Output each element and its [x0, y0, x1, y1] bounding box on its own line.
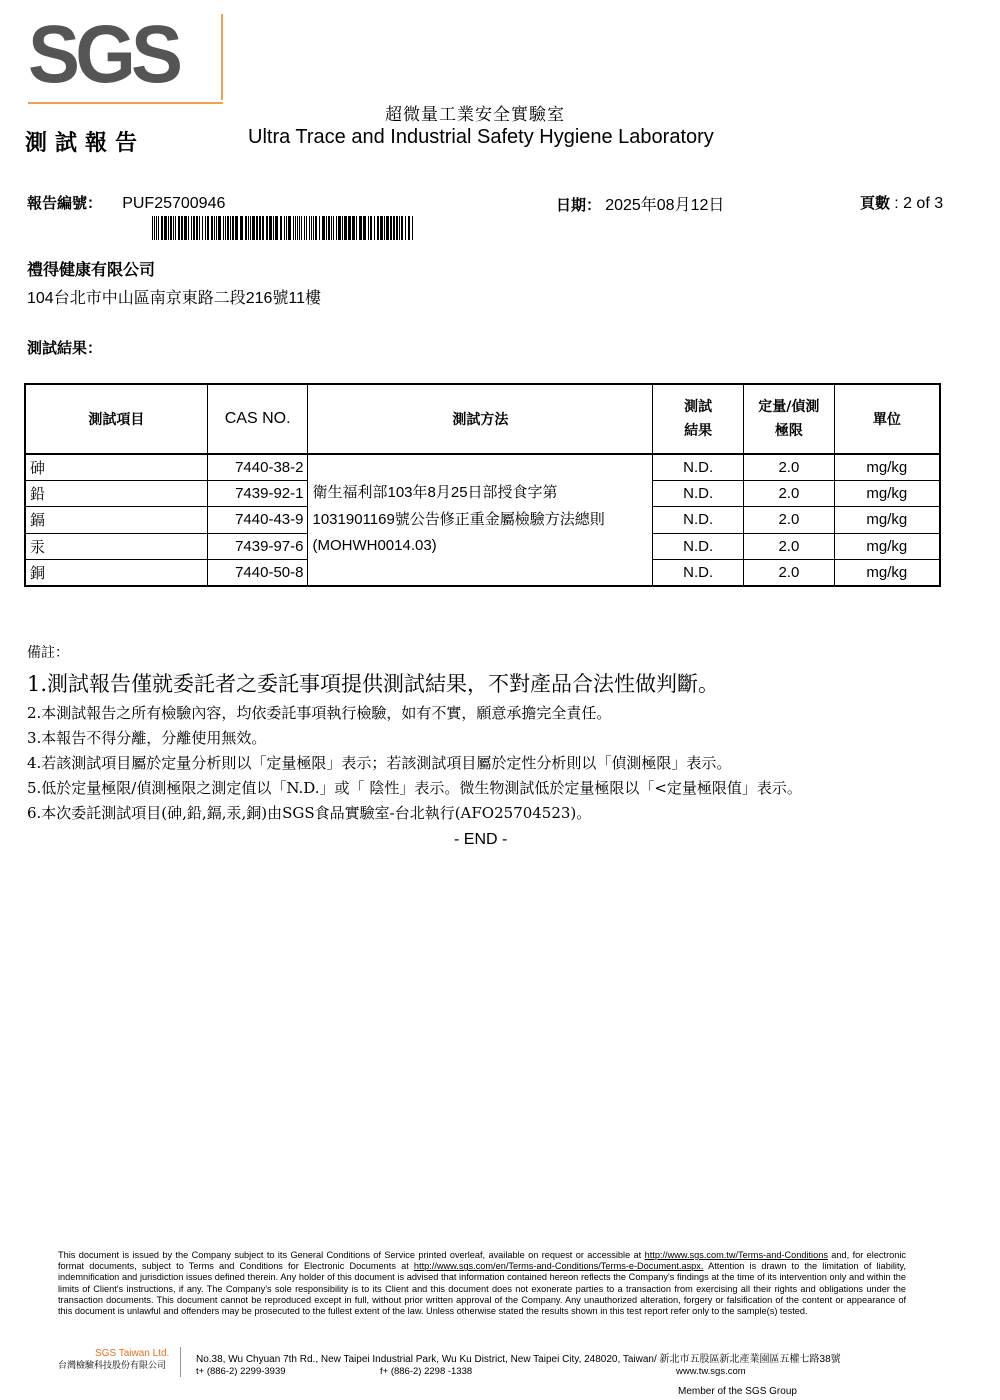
row-limit: 2.0	[744, 533, 835, 559]
barcode-bar	[156, 216, 157, 240]
barcode-bar	[336, 216, 337, 240]
row-cas: 7439-92-1	[207, 480, 308, 506]
barcode-bar	[348, 216, 351, 240]
row-unit: mg/kg	[834, 560, 940, 586]
table-header-row	[25, 384, 940, 454]
barcode-bar	[412, 216, 413, 240]
barcode-bar	[405, 216, 406, 240]
row-result: N.D.	[653, 507, 744, 533]
barcode-bar	[214, 216, 215, 240]
notes-list	[27, 667, 802, 826]
row-limit: 2.0	[744, 560, 835, 586]
footer-divider	[180, 1347, 181, 1377]
barcode-bar	[309, 216, 310, 240]
header-unit: 單位	[834, 384, 940, 454]
method-line: 衛生福利部103年8月25日部授食字第	[312, 484, 558, 502]
barcode-bar	[199, 216, 200, 240]
barcode-bar	[297, 216, 298, 240]
client-address: 104台北市中山區南京東路二段216號11樓	[27, 290, 322, 307]
barcode-bar	[191, 216, 192, 240]
header-result-line1: 測試	[684, 399, 713, 415]
barcode-bar	[401, 216, 403, 240]
row-unit: mg/kg	[834, 480, 940, 506]
row-result: N.D.	[653, 480, 744, 506]
barcode-bar	[326, 216, 327, 240]
barcode-bar	[225, 216, 226, 240]
barcode-bar	[390, 216, 392, 240]
sgs-logo	[28, 9, 228, 100]
barcode-bar	[275, 216, 278, 240]
barcode-bar	[396, 216, 398, 240]
barcode-bar	[170, 216, 172, 240]
e-document-terms-link[interactable]: http://www.sgs.com/en/Terms-and-Conditions/Terms-e-Document.aspx.	[413, 1261, 704, 1272]
barcode-bar	[368, 216, 369, 240]
barcode-bar	[380, 216, 383, 240]
barcode-bar	[184, 216, 187, 240]
row-item: 鉛	[25, 480, 207, 506]
footer-company-en: SGS Taiwan Ltd.	[95, 1348, 170, 1359]
report-number-value: PUF25700946	[122, 195, 226, 212]
page-count	[860, 192, 943, 213]
barcode-bar	[262, 216, 264, 240]
barcode-bar	[154, 216, 155, 240]
barcode-bar	[232, 216, 234, 240]
header-cas: CAS NO.	[207, 384, 308, 454]
lab-name-zh: 超微量工業安全實驗室	[385, 105, 565, 125]
terms-text: and, for electronic format documents, subject to Terms and Conditions for Electronic Documents at	[58, 1250, 906, 1272]
barcode-bar	[250, 216, 251, 240]
header-limit	[744, 384, 835, 454]
header-limit-line1: 定量/偵測	[758, 399, 820, 415]
barcode-bar	[384, 216, 385, 240]
row-limit: 2.0	[744, 480, 835, 506]
results-label: 測試結果：	[27, 339, 103, 357]
barcode-bar	[173, 216, 174, 240]
barcode-bar	[269, 216, 272, 240]
report-date	[556, 192, 724, 215]
footer-member: Member of the SGS Group	[678, 1386, 797, 1397]
row-unit: mg/kg	[834, 454, 940, 480]
logo-accent-horizontal	[28, 102, 223, 104]
header-result	[653, 384, 744, 454]
barcode-bar	[248, 216, 249, 240]
note-item: 2.本測試報告之所有檢驗內容，均依委託事項執行檢驗，如有不實，願意承擔完全責任。	[27, 704, 612, 722]
barcode-bar	[306, 216, 307, 240]
barcode-bar	[164, 216, 167, 240]
barcode-bar	[393, 216, 395, 240]
logo-accent-vertical	[221, 14, 223, 100]
barcode-bar	[218, 216, 221, 240]
client-name: 禮得健康有限公司	[27, 262, 156, 279]
barcode-bar	[370, 216, 372, 240]
barcode-bar	[313, 216, 314, 240]
barcode-bar	[256, 216, 258, 240]
barcode-bar	[211, 216, 213, 240]
row-item: 砷	[25, 454, 207, 480]
row-limit: 2.0	[744, 507, 835, 533]
lab-name-en: Ultra Trace and Industrial Safety Hygiene Laboratory	[248, 126, 714, 148]
footer-company-zh: 台灣檢驗科技股份有限公司	[58, 1361, 167, 1371]
table-row	[25, 454, 940, 480]
page-count-label: 頁數	[860, 194, 891, 212]
barcode-bar	[216, 216, 217, 240]
footer-terms	[58, 1250, 906, 1317]
barcode-bar	[315, 216, 317, 240]
report-number-label: 報告編號：	[27, 194, 103, 212]
logo-text: SGS	[28, 9, 179, 100]
method-cell	[308, 454, 653, 586]
barcode-bar	[408, 216, 410, 240]
barcode-bar	[178, 216, 180, 240]
barcode-bar	[235, 216, 238, 240]
footer-website[interactable]: www.tw.sgs.com	[676, 1366, 746, 1377]
method-line: (MOHWH0014.03)	[312, 537, 437, 555]
barcode-bar	[193, 216, 195, 240]
header-method: 測試方法	[308, 384, 653, 454]
row-result: N.D.	[653, 454, 744, 480]
row-unit: mg/kg	[834, 533, 940, 559]
barcode-bar	[374, 216, 375, 240]
row-cas: 7439-97-6	[207, 533, 308, 559]
barcode-bar	[207, 216, 209, 240]
row-unit: mg/kg	[834, 507, 940, 533]
barcode-bar	[266, 216, 268, 240]
barcode-bar	[152, 216, 153, 240]
barcode-bar	[322, 216, 325, 240]
barcode-bar	[333, 216, 334, 240]
end-mark: - END -	[454, 831, 508, 848]
report-date-value: 2025年08月12日	[605, 197, 725, 214]
barcode-bar	[399, 216, 400, 240]
note-item: 4.若該測試項目屬於定量分析則以「定量極限」表示；若該測試項目屬於定性分析則以「偵測極限」表示。	[27, 754, 732, 772]
footer-fax: f+ (886-2) 2298 -1338	[380, 1366, 473, 1377]
barcode-bar	[240, 216, 243, 240]
header-limit-line2: 極限	[774, 423, 803, 439]
barcode-bar	[227, 216, 229, 240]
barcode-bar	[196, 216, 198, 240]
barcode-bar	[205, 216, 206, 240]
page-count-value: : 2 of 3	[894, 195, 944, 212]
barcode-bar	[319, 216, 320, 240]
barcode-bar	[386, 216, 389, 240]
barcode-bar	[284, 216, 285, 240]
barcode-bar	[161, 216, 163, 240]
note-item: 5.低於定量極限/偵測極限之測定值以「N.D.」或「 陰性」表示。微生物測試低於定量極限以「<定量極限值」表示。	[27, 779, 802, 797]
row-item: 銅	[25, 560, 207, 586]
row-result: N.D.	[653, 533, 744, 559]
barcode-bar	[328, 216, 330, 240]
barcode-bar	[245, 216, 247, 240]
note-item: 6.本次委託測試項目(砷,鉛,鎘,汞,銅)由SGS食品實驗室-台北執行(AFO25704523)。	[27, 804, 592, 822]
barcode-bar	[181, 216, 183, 240]
report-title: 測試報告	[25, 130, 146, 156]
barcode-bar	[304, 216, 305, 240]
barcode-bar	[188, 216, 189, 240]
barcode-bar	[280, 216, 282, 240]
barcode-bar	[344, 216, 347, 240]
row-item: 汞	[25, 533, 207, 559]
terms-text: This document is issued by the Company subject to its General Conditions of Service printed overleaf, available on request or accessible at	[58, 1250, 645, 1260]
barcode-bar	[356, 216, 357, 240]
barcode-bar	[352, 216, 355, 240]
row-item: 鎘	[25, 507, 207, 533]
terms-link[interactable]: http://www.sgs.com.tw/Terms-and-Conditions	[644, 1250, 828, 1260]
header-result-line2: 結果	[684, 423, 713, 439]
barcode-bar	[286, 216, 287, 240]
barcode-bar	[202, 216, 203, 240]
barcode-bar	[377, 216, 379, 240]
row-cas: 7440-43-9	[207, 507, 308, 533]
results-table	[24, 383, 941, 587]
barcode-bar	[301, 216, 302, 240]
barcode-bar	[338, 216, 341, 240]
method-line: 1031901169號公告修正重金屬檢驗方法總則	[312, 510, 605, 528]
barcode	[152, 216, 416, 240]
header-item: 測試項目	[25, 384, 207, 454]
notes-label: 備註：	[27, 645, 69, 661]
row-result: N.D.	[653, 560, 744, 586]
barcode-bar	[342, 216, 343, 240]
barcode-bar	[230, 216, 231, 240]
footer-address: No.38, Wu Chyuan 7th Rd., New Taipei Industrial Park, Wu Ku District, New Taipei City, 248020, Taiwan/ 新北市五股區新北產業園區五權七路38號	[196, 1354, 841, 1365]
barcode-bar	[168, 216, 169, 240]
barcode-bar	[363, 216, 366, 240]
row-limit: 2.0	[744, 454, 835, 480]
barcode-bar	[259, 216, 261, 240]
barcode-bar	[273, 216, 274, 240]
row-cas: 7440-50-8	[207, 560, 308, 586]
report-date-label: 日期：	[556, 196, 602, 214]
barcode-bar	[311, 216, 312, 240]
barcode-bar	[158, 216, 159, 240]
barcode-bar	[175, 216, 176, 240]
barcode-bar	[299, 216, 300, 240]
barcode-bar	[331, 216, 332, 240]
barcode-bar	[295, 216, 296, 240]
report-number	[27, 192, 225, 213]
barcode-bar	[223, 216, 224, 240]
note-item: 1.測試報告僅就委託者之委託事項提供測試結果，不對產品合法性做判斷。	[27, 672, 720, 696]
terms-text: Attention is drawn to the limitation of liability, indemnification and jurisdiction issues defined therein. Any holder of this document is advised that information contained hereon reflects the Company's findings at the time of its intervention only and within the limits of Client's instructions, if any. The Company's sole responsibility is to its Client and this document does not exonerate parties to a transaction from exercising all their rights and obligations under the transaction documents. This document cannot be reproduced except in full, without prior written approval of the Company. Any unauthorized alteration, forgery or falsification of the content or appearance of this document is unlawful and offenders may be prosecuted to the fullest extent of the law. Unless otherwise stated the results shown in this test report refer only to the sample(s) tested.	[58, 1261, 906, 1317]
row-cas: 7440-38-2	[207, 454, 308, 480]
barcode-bar	[252, 216, 255, 240]
barcode-bar	[288, 216, 291, 240]
footer-phone: t+ (886-2) 2299-3939	[196, 1366, 286, 1377]
barcode-bar	[293, 216, 294, 240]
note-item: 3.本報告不得分離，分離使用無效。	[27, 729, 267, 747]
barcode-bar	[359, 216, 362, 240]
